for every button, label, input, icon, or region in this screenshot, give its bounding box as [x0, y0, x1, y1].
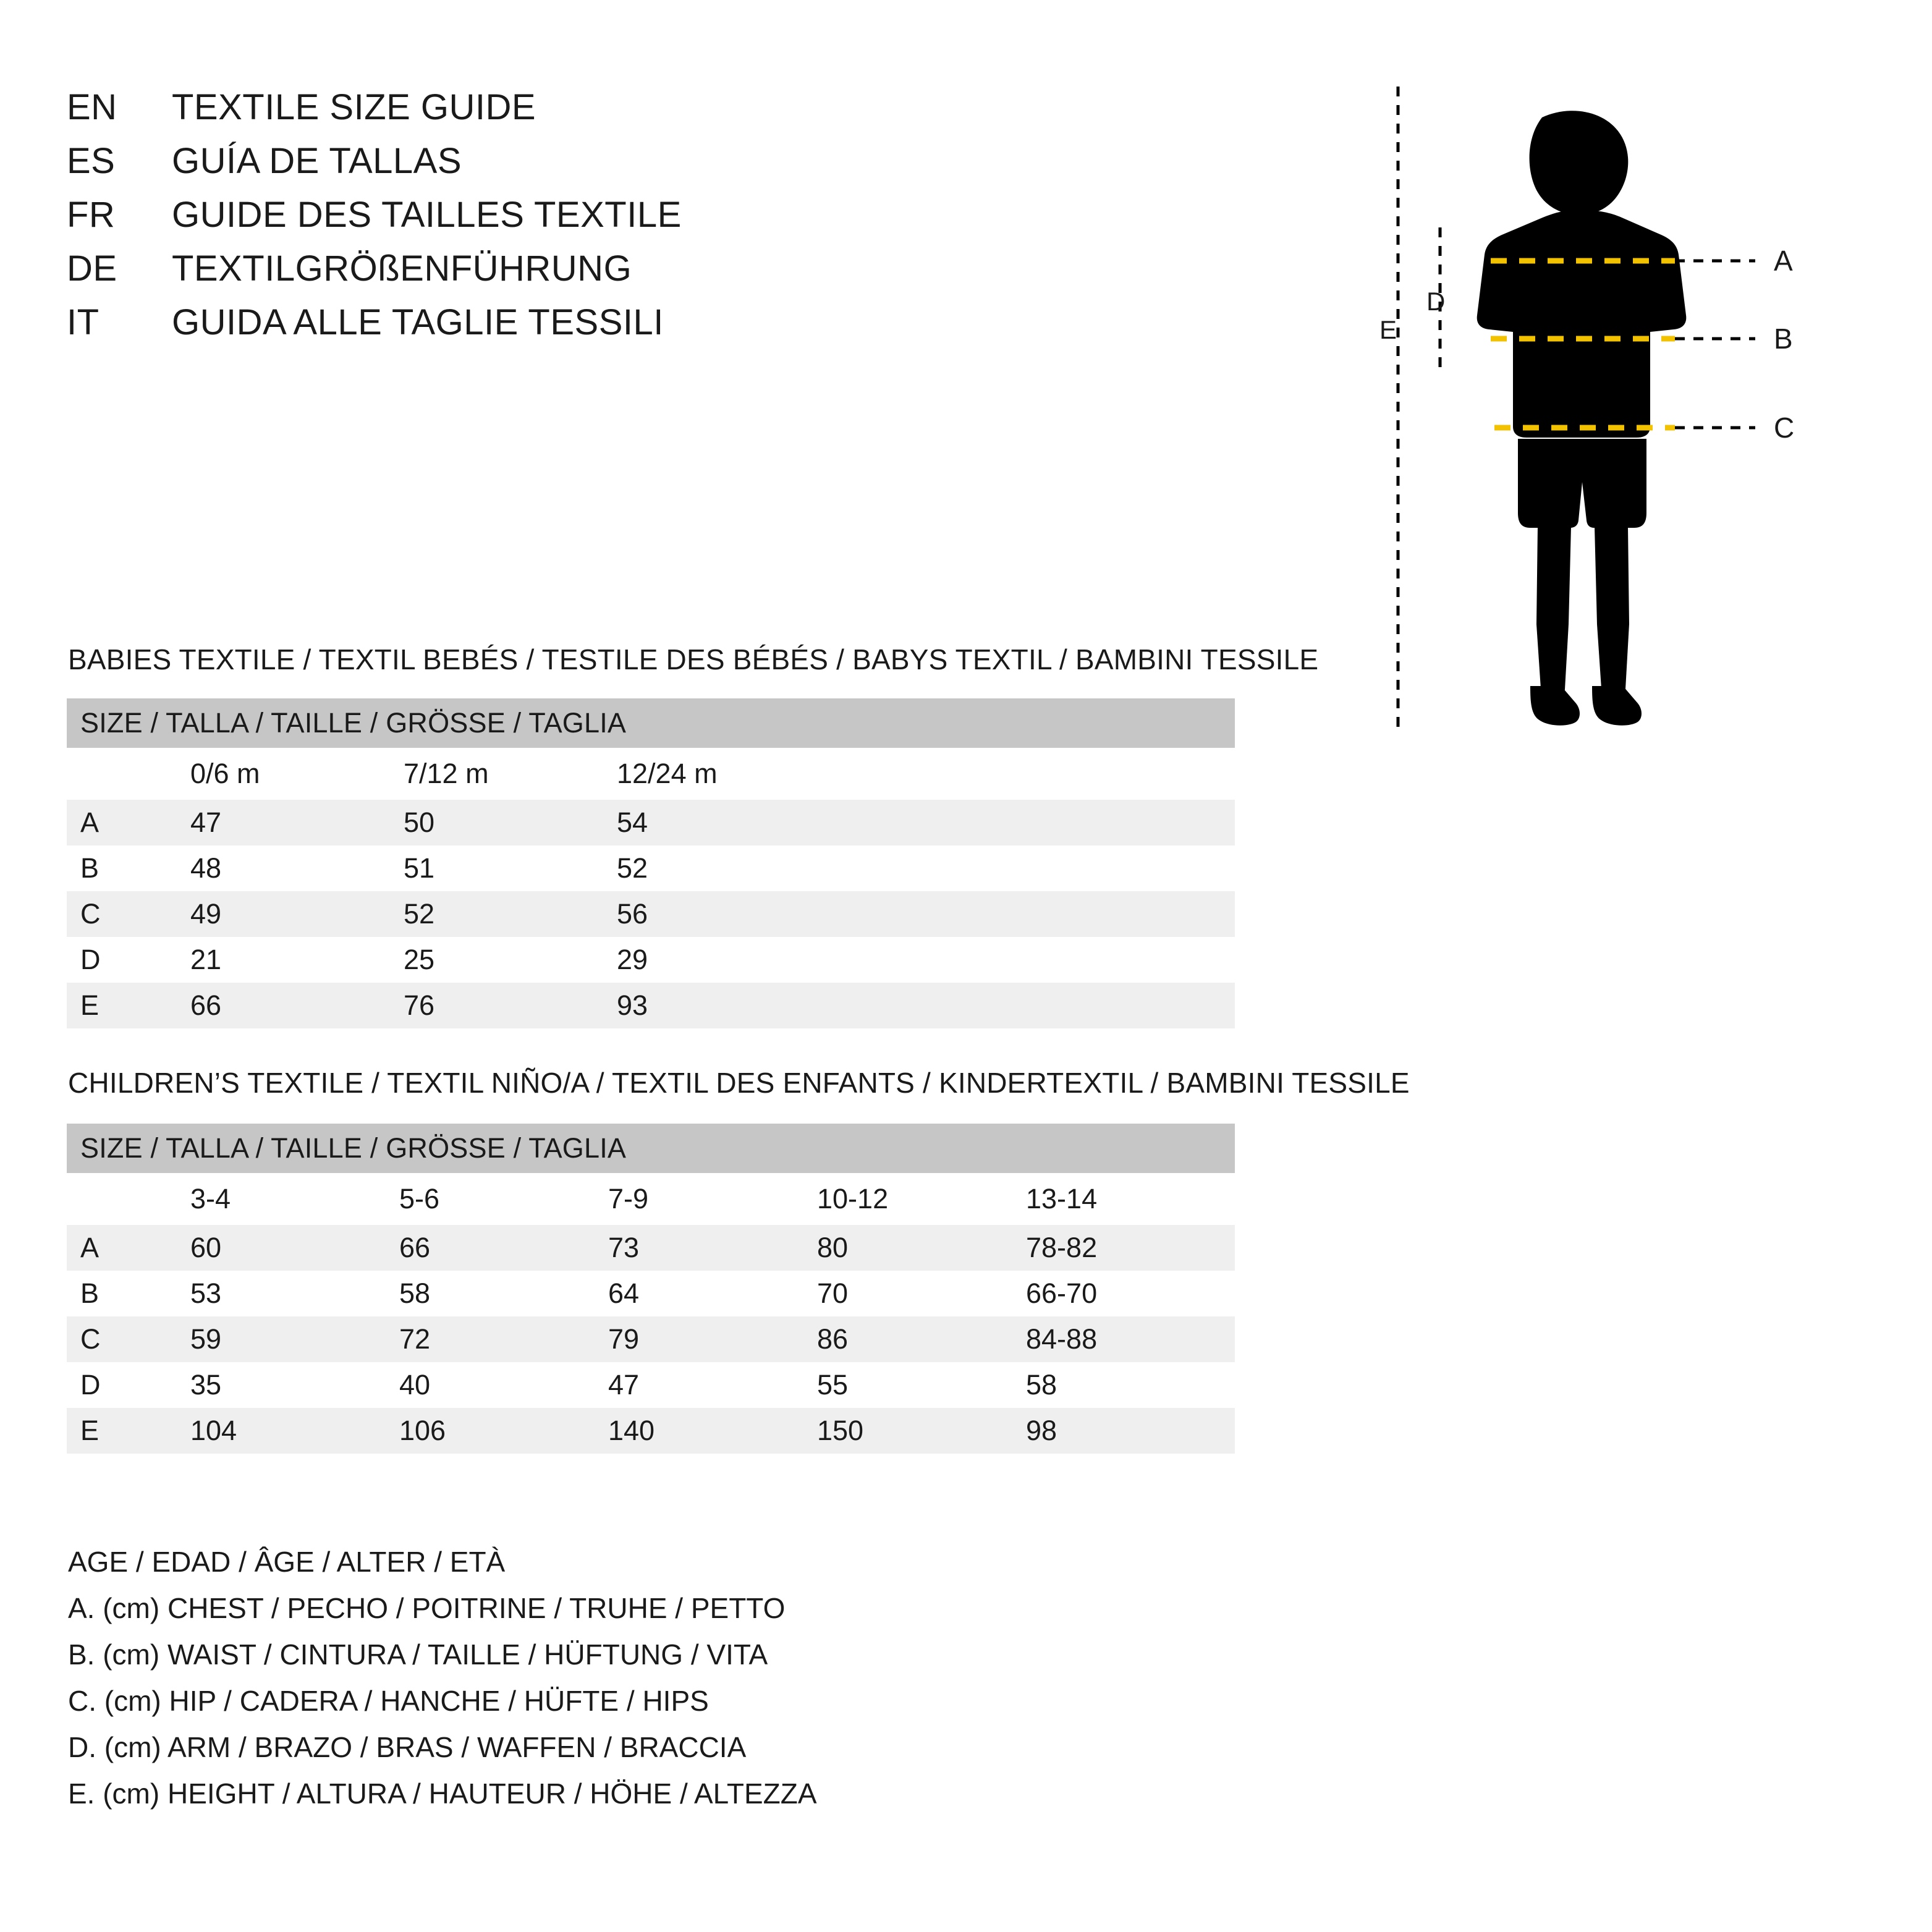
children-cell-e-3: 150	[817, 1408, 1026, 1454]
babies-row-label-c: C	[67, 891, 190, 937]
child-silhouette	[1477, 111, 1687, 726]
figure-label-d: D	[1426, 287, 1446, 316]
babies-cell-b-0: 48	[190, 845, 404, 891]
babies-row-label-a: A	[67, 800, 190, 845]
children-cell-a-0: 60	[190, 1225, 399, 1271]
children-section-caption: CHILDREN’S TEXTILE / TEXTIL NIÑO/A / TEXTIL DES ENFANTS / KINDERTEXTIL / BAMBINI TESSILE	[68, 1067, 1410, 1099]
language-code-it: IT	[67, 302, 100, 342]
babies-size-table	[67, 698, 1235, 1028]
children-cell-c-0: 59	[190, 1316, 399, 1362]
language-row	[67, 194, 994, 235]
children-cell-d-3: 55	[817, 1362, 1026, 1408]
empty-corner-cell	[67, 1173, 190, 1225]
children-row-label-c: C	[67, 1316, 190, 1362]
language-code-de: DE	[67, 248, 117, 289]
children-cell-b-3: 70	[817, 1271, 1026, 1316]
babies-column-header-row	[67, 748, 1235, 800]
spacer-cell	[830, 891, 1235, 937]
table-row	[67, 800, 1235, 845]
language-row	[67, 248, 994, 289]
table-row	[67, 1225, 1235, 1271]
table-header-row	[67, 698, 1235, 748]
children-column-1: 5-6	[399, 1173, 608, 1225]
babies-cell-e-0: 66	[190, 983, 404, 1028]
babies-cell-b-2: 52	[617, 845, 830, 891]
table-row	[67, 1271, 1235, 1316]
table-row	[67, 1408, 1235, 1454]
babies-table-header: SIZE / TALLA / TAILLE / GRÖSSE / TAGLIA	[67, 698, 1235, 748]
children-cell-e-2: 140	[608, 1408, 817, 1454]
table-row	[67, 1316, 1235, 1362]
language-code-en: EN	[67, 87, 117, 127]
figure-label-c: C	[1774, 412, 1795, 444]
children-row-label-e: E	[67, 1408, 190, 1454]
children-cell-c-3: 86	[817, 1316, 1026, 1362]
spacer-cell	[830, 937, 1235, 983]
table-row	[67, 891, 1235, 937]
children-cell-e-1: 106	[399, 1408, 608, 1454]
children-cell-d-0: 35	[190, 1362, 399, 1408]
children-row-label-d: D	[67, 1362, 190, 1408]
language-title-en: TEXTILE SIZE GUIDE	[172, 87, 536, 127]
empty-corner-cell	[67, 748, 190, 800]
children-cell-a-2: 73	[608, 1225, 817, 1271]
legend-item-b: B. (cm) WAIST / CINTURA / TAILLE / HÜFTUNG / VITA	[68, 1638, 768, 1671]
child-silhouette-diagram	[1379, 80, 1866, 766]
babies-cell-d-0: 21	[190, 937, 404, 983]
children-cell-a-4: 78-82	[1026, 1225, 1235, 1271]
children-column-3: 10-12	[817, 1173, 1026, 1225]
language-row	[67, 140, 994, 182]
babies-cell-a-0: 47	[190, 800, 404, 845]
spacer-cell	[830, 748, 1235, 800]
language-row	[67, 87, 994, 128]
children-table-header: SIZE / TALLA / TAILLE / GRÖSSE / TAGLIA	[67, 1124, 1235, 1173]
table-row	[67, 845, 1235, 891]
babies-cell-c-1: 52	[404, 891, 617, 937]
babies-cell-c-0: 49	[190, 891, 404, 937]
legend-title: AGE / EDAD / ÂGE / ALTER / ETÀ	[68, 1546, 506, 1578]
children-cell-b-1: 58	[399, 1271, 608, 1316]
babies-row-label-b: B	[67, 845, 190, 891]
babies-cell-e-2: 93	[617, 983, 830, 1028]
children-column-header-row	[67, 1173, 1235, 1225]
children-cell-a-1: 66	[399, 1225, 608, 1271]
babies-cell-d-1: 25	[404, 937, 617, 983]
children-size-table	[67, 1124, 1235, 1454]
babies-cell-b-1: 51	[404, 845, 617, 891]
legend-item-c: C. (cm) HIP / CADERA / HANCHE / HÜFTE / HIPS	[68, 1684, 709, 1717]
babies-column-1: 7/12 m	[404, 748, 617, 800]
children-column-2: 7-9	[608, 1173, 817, 1225]
children-row-label-a: A	[67, 1225, 190, 1271]
children-cell-e-4: 98	[1026, 1408, 1235, 1454]
measurement-legend	[68, 1539, 817, 1817]
babies-cell-e-1: 76	[404, 983, 617, 1028]
children-column-4: 13-14	[1026, 1173, 1235, 1225]
figure-label-a: A	[1774, 245, 1793, 277]
children-row-label-b: B	[67, 1271, 190, 1316]
language-title-es: GUÍA DE TALLAS	[172, 141, 462, 181]
babies-cell-a-1: 50	[404, 800, 617, 845]
language-code-fr: FR	[67, 195, 116, 235]
children-cell-c-1: 72	[399, 1316, 608, 1362]
children-cell-d-1: 40	[399, 1362, 608, 1408]
children-cell-e-0: 104	[190, 1408, 399, 1454]
table-row	[67, 1362, 1235, 1408]
language-title-de: TEXTILGRÖßENFÜHRUNG	[172, 248, 632, 289]
children-cell-b-0: 53	[190, 1271, 399, 1316]
figure-label-e: E	[1379, 315, 1397, 344]
children-cell-a-3: 80	[817, 1225, 1026, 1271]
table-header-row	[67, 1124, 1235, 1173]
babies-cell-d-2: 29	[617, 937, 830, 983]
spacer-cell	[830, 983, 1235, 1028]
babies-column-2: 12/24 m	[617, 748, 830, 800]
children-cell-c-4: 84-88	[1026, 1316, 1235, 1362]
legend-item-e: E. (cm) HEIGHT / ALTURA / HAUTEUR / HÖHE / ALTEZZA	[68, 1777, 817, 1810]
children-cell-b-4: 66-70	[1026, 1271, 1235, 1316]
spacer-cell	[830, 800, 1235, 845]
children-column-0: 3-4	[190, 1173, 399, 1225]
babies-row-label-e: E	[67, 983, 190, 1028]
babies-section-caption: BABIES TEXTILE / TEXTIL BEBÉS / TESTILE DES BÉBÉS / BABYS TEXTIL / BAMBINI TESSILE	[68, 643, 1319, 676]
babies-cell-c-2: 56	[617, 891, 830, 937]
children-cell-d-2: 47	[608, 1362, 817, 1408]
babies-column-0: 0/6 m	[190, 748, 404, 800]
babies-cell-a-2: 54	[617, 800, 830, 845]
language-title-it: GUIDA ALLE TAGLIE TESSILI	[172, 302, 664, 342]
language-title-block	[67, 87, 994, 355]
figure-label-b: B	[1774, 323, 1793, 355]
language-title-fr: GUIDE DES TAILLES TEXTILE	[172, 195, 682, 235]
legend-item-d: D. (cm) ARM / BRAZO / BRAS / WAFFEN / BRACCIA	[68, 1731, 747, 1763]
table-row	[67, 983, 1235, 1028]
language-row	[67, 302, 994, 343]
table-row	[67, 937, 1235, 983]
children-cell-d-4: 58	[1026, 1362, 1235, 1408]
babies-row-label-d: D	[67, 937, 190, 983]
language-code-es: ES	[67, 141, 116, 181]
children-cell-c-2: 79	[608, 1316, 817, 1362]
spacer-cell	[830, 845, 1235, 891]
measurement-figure	[1379, 80, 1866, 766]
children-cell-b-2: 64	[608, 1271, 817, 1316]
legend-item-a: A. (cm) CHEST / PECHO / POITRINE / TRUHE / PETTO	[68, 1591, 786, 1624]
